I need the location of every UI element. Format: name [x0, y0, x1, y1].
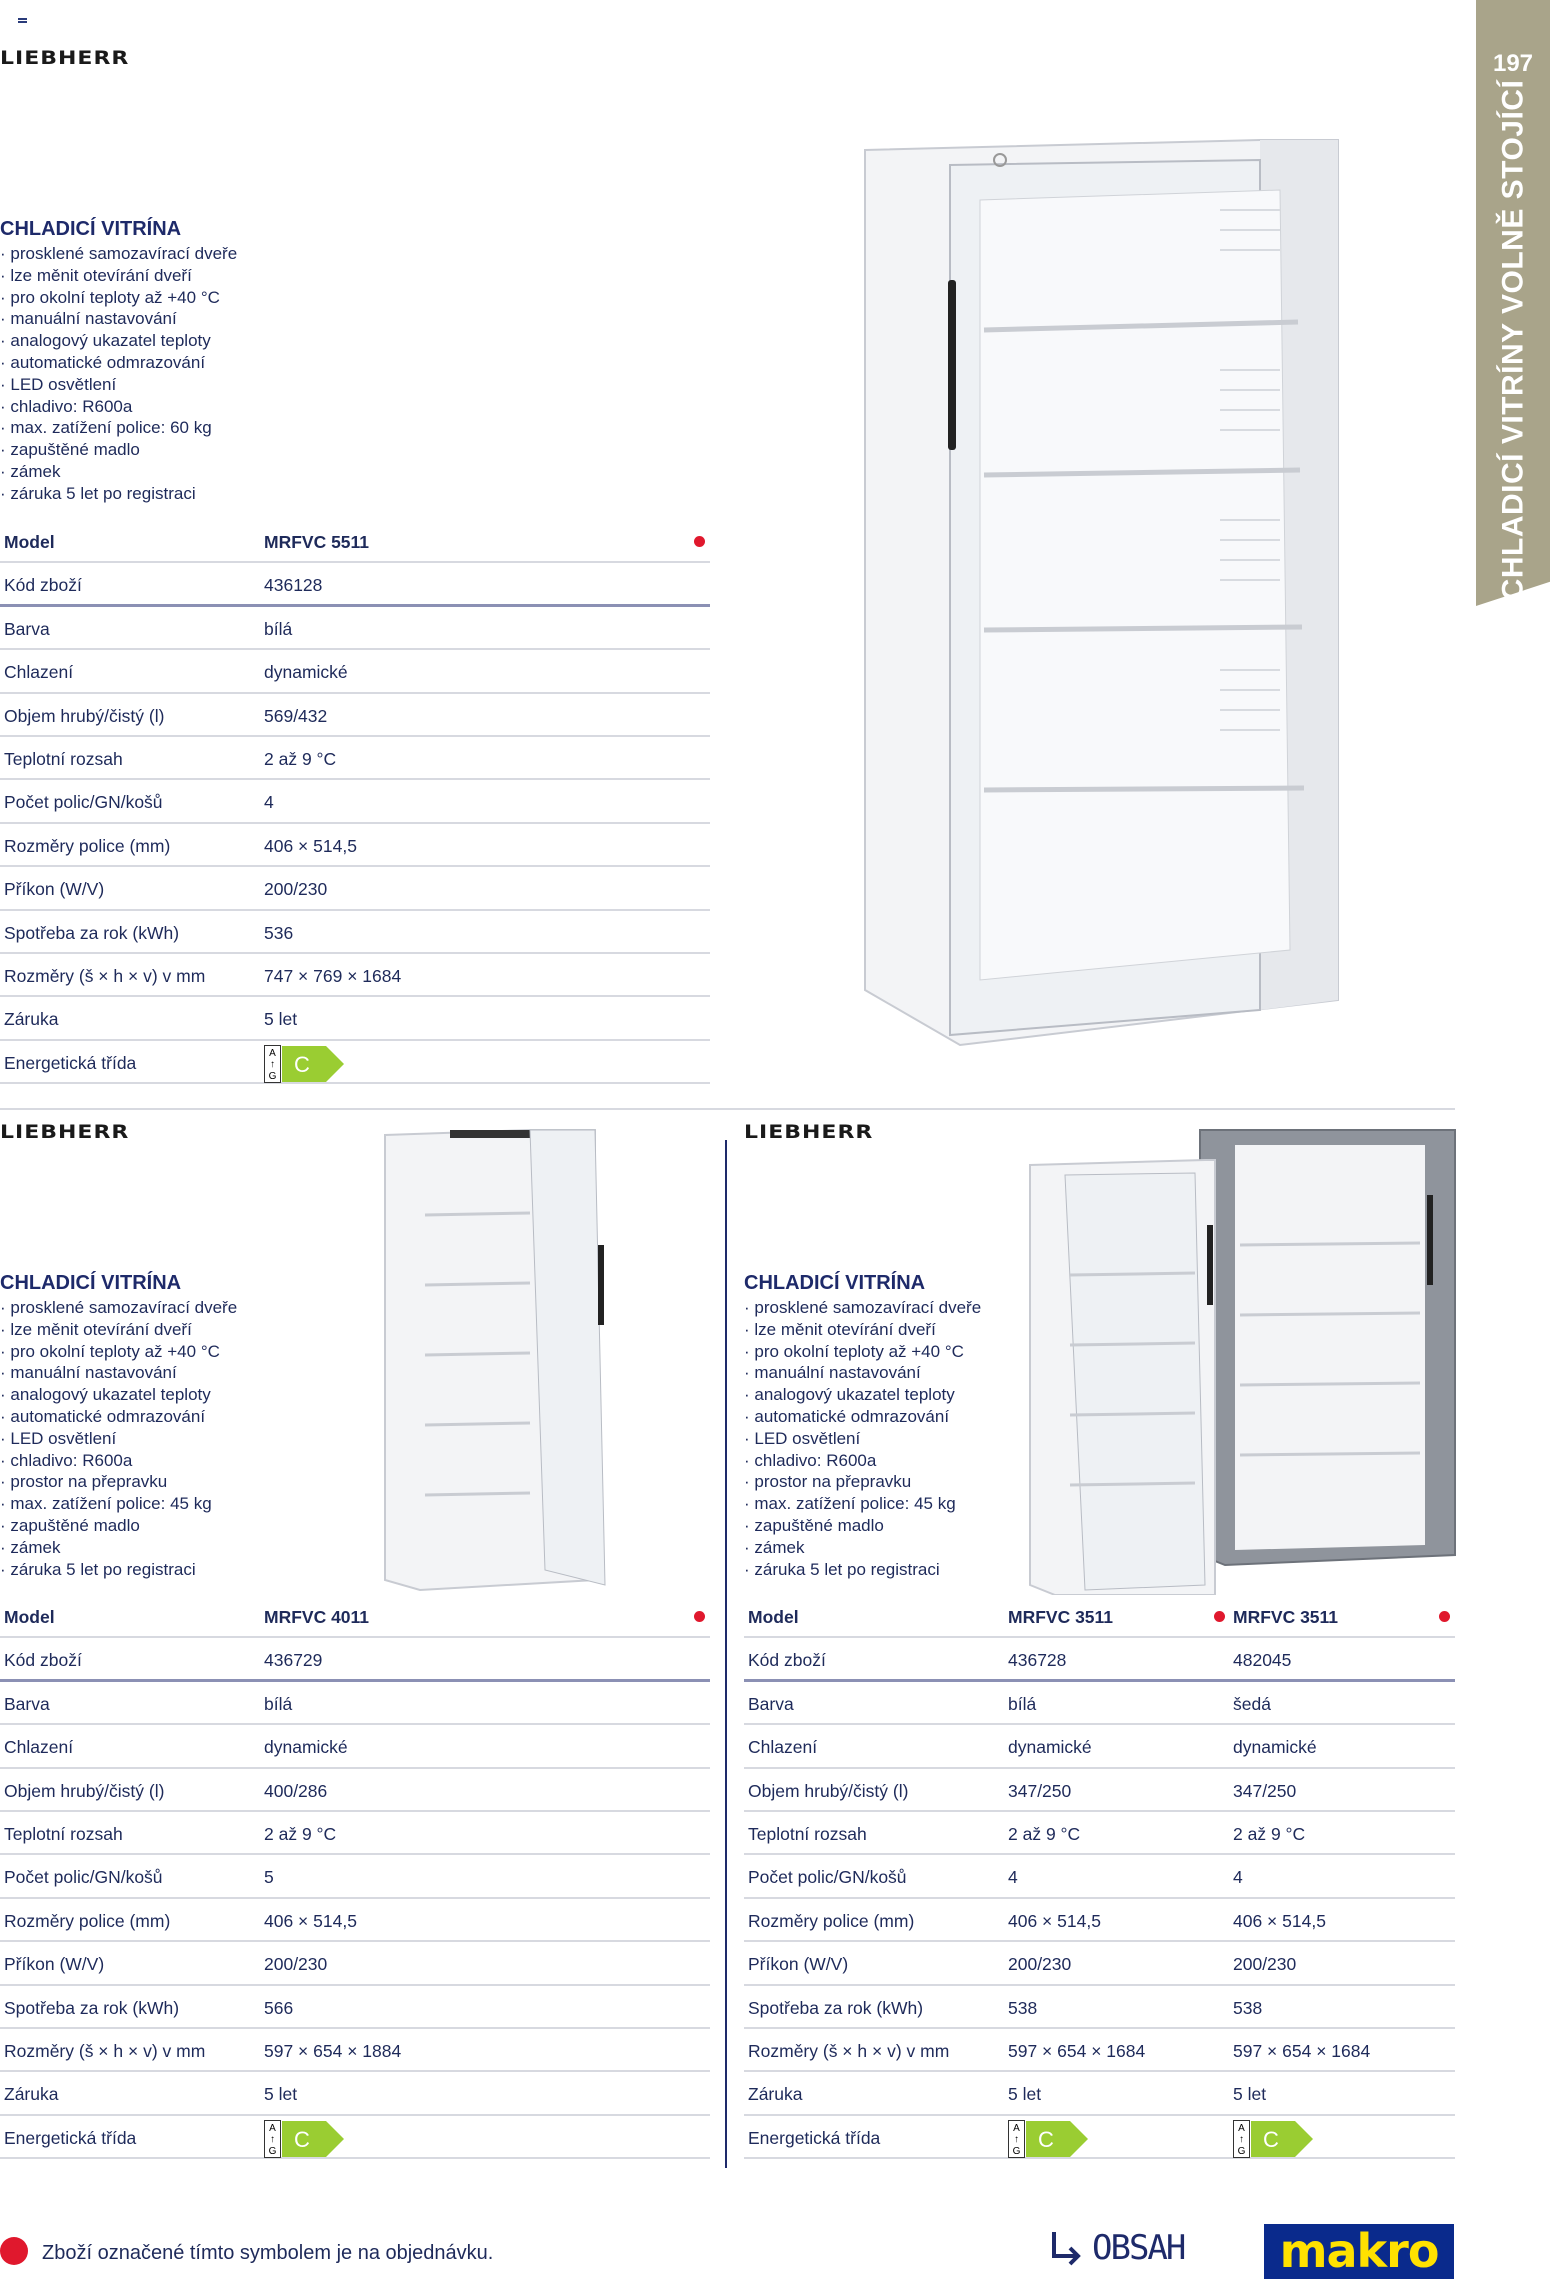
order-marker-dot — [1214, 1611, 1225, 1622]
product3-features — [744, 1297, 981, 1580]
spec-row — [744, 1769, 1455, 1812]
spec-value: 2 až 9 °C — [264, 749, 337, 769]
spec-label: Teplotní rozsah — [4, 749, 123, 769]
feature-item: · prosklené samozavírací dveře — [0, 243, 237, 265]
side-tab-label: CHLADICÍ VITRÍNY VOLNĚ STOJÍCÍ — [1496, 79, 1529, 601]
page-number: 197 — [1492, 50, 1534, 77]
energy-scale-bottom: G — [1012, 2145, 1021, 2157]
spec-value: 4 — [264, 792, 274, 813]
spec-row — [0, 2116, 710, 2159]
feature-item: · LED osvětlení — [744, 1428, 981, 1450]
spec-row — [0, 824, 710, 867]
spec-value: 566 — [264, 1997, 294, 2018]
feature-item: · max. zatížení police: 45 kg — [744, 1493, 981, 1515]
footer-note: Zboží označené tímto symbolem je na objednávku. — [42, 2242, 494, 2264]
feature-item: · automatické odmrazování — [0, 1406, 237, 1428]
spec-row — [0, 954, 710, 997]
spec-label: Příkon (W/V) — [748, 1954, 849, 1975]
spec-value: 200/230 — [1008, 1954, 1072, 1975]
spec-row — [0, 1812, 710, 1855]
energy-scale-arrow: ↑ — [270, 1058, 275, 1070]
spec-value: 406 × 514,5 — [1233, 1910, 1326, 1931]
spec-value: 347/250 — [1008, 1780, 1072, 1801]
spec-row — [744, 1899, 1455, 1942]
feature-item: · pro okolní teploty až +40 °C — [0, 287, 237, 309]
feature-item: · zapuštěné madlo — [744, 1515, 981, 1537]
spec-value: dynamické — [1233, 1737, 1317, 1758]
feature-item: · prostor na přepravku — [744, 1471, 981, 1493]
spec-row — [0, 2029, 710, 2072]
spec-label: Rozměry police (mm) — [748, 1910, 915, 1931]
energy-scale-bottom: G — [268, 2145, 277, 2157]
spec-row — [0, 694, 710, 737]
feature-item: · lze měnit otevírání dveří — [744, 1319, 981, 1341]
energy-class-letter: C — [1038, 2126, 1054, 2152]
obsah-link[interactable]: OBSAH — [1092, 2228, 1185, 2268]
feature-item: · prosklené samozavírací dveře — [744, 1297, 981, 1319]
energy-scale-bottom: G — [1237, 2145, 1246, 2157]
spec-value: 400/286 — [264, 1780, 328, 1801]
spec-label: Energetická třída — [748, 2127, 881, 2148]
spec-label: Rozměry (š × h × v) v mm — [4, 966, 206, 986]
spec-value: 200/230 — [264, 879, 328, 900]
arrow-icon[interactable] — [1048, 2228, 1090, 2270]
spec-row — [0, 1942, 710, 1985]
spec-row — [744, 1855, 1455, 1898]
spec-row — [0, 1769, 710, 1812]
spec-value: 406 × 514,5 — [264, 1910, 357, 1931]
feature-item: · zapuštěné madlo — [0, 439, 237, 461]
product3-title: CHLADICÍ VITRÍNA — [744, 1272, 926, 1294]
spec-label: Kód zboží — [4, 1650, 82, 1671]
spec-label: Energetická třída — [4, 1052, 137, 1073]
feature-item: · LED osvětlení — [0, 374, 237, 396]
energy-class-badge — [1233, 2120, 1317, 2157]
spec-label: Rozměry (š × h × v) v mm — [4, 2041, 206, 2061]
spec-label: Rozměry police (mm) — [4, 1910, 171, 1931]
brand-logo-2: LIEBHERR — [0, 1122, 130, 1144]
spec-value: 2 až 9 °C — [1008, 1824, 1081, 1844]
spec-value: dynamické — [264, 662, 348, 683]
spec-label: Spotřeba za rok (kWh) — [4, 922, 180, 943]
energy-scale-bottom: G — [268, 1070, 277, 1082]
spec-label: Příkon (W/V) — [4, 1954, 105, 1975]
energy-class-letter: C — [294, 1051, 310, 1077]
order-marker-dot — [694, 536, 705, 547]
spec-value: 406 × 514,5 — [1008, 1910, 1101, 1931]
spec-value: 597 × 654 × 1884 — [264, 2041, 402, 2061]
spec-value: 200/230 — [264, 1954, 328, 1975]
spec-value: 597 × 654 × 1684 — [1008, 2041, 1146, 2061]
spec-row — [744, 1942, 1455, 1985]
spec-label: Teplotní rozsah — [748, 1824, 867, 1844]
spec-row — [0, 1595, 710, 1638]
spec-value: 200/230 — [1233, 1954, 1297, 1975]
spec-value: šedá — [1233, 1693, 1271, 1714]
spec-value: 406 × 514,5 — [264, 835, 357, 856]
spec-value: 5 let — [1008, 2084, 1042, 2105]
feature-item: · analogový ukazatel teploty — [744, 1384, 981, 1406]
energy-scale-arrow: ↑ — [1014, 2133, 1019, 2145]
spec-label: Spotřeba za rok (kWh) — [4, 1997, 180, 2018]
order-marker-dot — [694, 1611, 705, 1622]
spec-value: 2 až 9 °C — [264, 1824, 337, 1844]
feature-item: · prostor na přepravku — [0, 1471, 237, 1493]
spec-value: dynamické — [264, 1737, 348, 1758]
spec-value: 347/250 — [1233, 1780, 1297, 1801]
brand-logo-3: LIEBHERR — [744, 1122, 874, 1144]
spec-label: Rozměry (š × h × v) v mm — [748, 2041, 950, 2061]
energy-scale-arrow: ↑ — [270, 2133, 275, 2145]
spec-row — [0, 780, 710, 823]
spec-label: Rozměry police (mm) — [4, 835, 171, 856]
order-marker-dot — [1439, 1611, 1450, 1622]
spec-label: Chlazení — [4, 662, 74, 683]
feature-item: · zapuštěné madlo — [0, 1515, 237, 1537]
feature-item: · automatické odmrazování — [0, 352, 237, 374]
spec-row — [744, 1812, 1455, 1855]
spec-label: Chlazení — [748, 1737, 818, 1758]
spec-value: 538 — [1233, 1997, 1263, 2018]
energy-class-letter: C — [294, 2126, 310, 2152]
spec-label: Počet polic/GN/košů — [4, 1867, 163, 1888]
feature-item: · záruka 5 let po registraci — [0, 1559, 237, 1581]
spec-value: MRFVC 5511 — [264, 532, 370, 552]
feature-item: · manuální nastavování — [0, 1362, 237, 1384]
feature-item: · manuální nastavování — [744, 1362, 981, 1384]
feature-item: · záruka 5 let po registraci — [0, 483, 237, 505]
spec-row — [744, 1986, 1455, 2029]
feature-item: · pro okolní teploty až +40 °C — [744, 1341, 981, 1363]
feature-item: · max. zatížení police: 45 kg — [0, 1493, 237, 1515]
spec-value: 2 až 9 °C — [1233, 1824, 1306, 1844]
spec-value: 436128 — [264, 575, 323, 596]
spec-row — [0, 1725, 710, 1768]
spec-row — [0, 911, 710, 954]
spec-row — [0, 1855, 710, 1898]
spec-label: Počet polic/GN/košů — [748, 1867, 907, 1888]
product2-features — [0, 1297, 237, 1580]
section-divider — [0, 1108, 1455, 1110]
energy-class-badge — [264, 2120, 348, 2157]
feature-item: · manuální nastavování — [0, 308, 237, 330]
spec-label: Kód zboží — [4, 575, 82, 596]
product1-fridge-image — [860, 130, 1340, 1050]
spec-value: 436729 — [264, 1650, 323, 1671]
feature-item: · zámek — [0, 461, 237, 483]
spec-value: bílá — [264, 1693, 293, 1714]
spec-row — [0, 867, 710, 910]
spec-label: Barva — [4, 618, 50, 639]
feature-item: · záruka 5 let po registraci — [744, 1559, 981, 1581]
spec-label: Model — [4, 532, 55, 552]
spec-label: Objem hrubý/čistý (l) — [4, 1780, 165, 1801]
spec-value: 536 — [264, 922, 294, 943]
spec-label: Záruka — [4, 1009, 59, 1030]
spec-label: Spotřeba za rok (kWh) — [748, 1997, 924, 2018]
spec-row — [0, 1682, 710, 1725]
spec-row — [0, 2072, 710, 2115]
spec-row — [0, 650, 710, 693]
spec-row — [0, 607, 710, 650]
feature-item: · analogový ukazatel teploty — [0, 1384, 237, 1406]
energy-scale-top: A — [269, 2122, 276, 2134]
spec-label: Objem hrubý/čistý (l) — [748, 1780, 909, 1801]
spec-row — [0, 563, 710, 606]
spec-row — [744, 1725, 1455, 1768]
product1-title: CHLADICÍ VITRÍNA — [0, 218, 182, 240]
feature-item: · max. zatížení police: 60 kg — [0, 417, 237, 439]
spec-value: 4 — [1008, 1867, 1018, 1888]
spec-value: 436728 — [1008, 1650, 1067, 1671]
spec-value: 597 × 654 × 1684 — [1233, 2041, 1371, 2061]
spec-value: 569/432 — [264, 705, 328, 726]
order-symbol-icon — [0, 2237, 28, 2265]
spec-row — [0, 1638, 710, 1681]
brand-logo: LIEBHERR — [0, 48, 130, 70]
spec-label: Objem hrubý/čistý (l) — [4, 705, 165, 726]
feature-item: · prosklené samozavírací dveře — [0, 1297, 237, 1319]
spec-row — [744, 1682, 1455, 1725]
spec-row — [0, 737, 710, 780]
menu-icon[interactable] — [18, 18, 27, 26]
spec-value: 5 let — [264, 2084, 298, 2105]
spec-label: Chlazení — [4, 1737, 74, 1758]
spec-label: Záruka — [748, 2084, 803, 2105]
spec-label: Kód zboží — [748, 1650, 826, 1671]
spec-value: MRFVC 3511 — [1233, 1607, 1339, 1627]
feature-item: · LED osvětlení — [0, 1428, 237, 1450]
spec-value: MRFVC 4011 — [264, 1607, 370, 1627]
spec-value: 747 × 769 × 1684 — [264, 966, 402, 986]
product3-fridge-image — [1025, 1125, 1465, 1595]
feature-item: · pro okolní teploty až +40 °C — [0, 1341, 237, 1363]
energy-scale-top: A — [269, 1047, 276, 1059]
product2-title: CHLADICÍ VITRÍNA — [0, 1272, 182, 1294]
spec-value: 5 let — [264, 1009, 298, 1030]
spec-label: Barva — [4, 1693, 50, 1714]
spec-label: Model — [748, 1607, 799, 1627]
spec-label: Energetická třída — [4, 2127, 137, 2148]
energy-class-badge — [1008, 2120, 1092, 2157]
spec-row — [744, 2072, 1455, 2115]
spec-label: Model — [4, 1607, 55, 1627]
product2-fridge-image — [380, 1125, 610, 1595]
spec-label: Příkon (W/V) — [4, 879, 105, 900]
feature-item: · analogový ukazatel teploty — [0, 330, 237, 352]
spec-row — [0, 1899, 710, 1942]
spec-value: 482045 — [1233, 1650, 1292, 1671]
spec-row — [0, 997, 710, 1040]
energy-scale-arrow: ↑ — [1239, 2133, 1244, 2145]
energy-scale-top: A — [1013, 2122, 1020, 2134]
energy-scale-top: A — [1238, 2122, 1245, 2134]
spec-row — [744, 2029, 1455, 2072]
energy-class-letter: C — [1263, 2126, 1279, 2152]
spec-row — [744, 1595, 1455, 1638]
spec-row — [0, 1986, 710, 2029]
feature-item: · zámek — [0, 1537, 237, 1559]
energy-class-badge — [264, 1045, 348, 1082]
feature-item: · chladivo: R600a — [744, 1450, 981, 1472]
spec-value: MRFVC 3511 — [1008, 1607, 1114, 1627]
feature-item: · automatické odmrazování — [744, 1406, 981, 1428]
spec-row — [0, 1041, 710, 1084]
feature-item: · lze měnit otevírání dveří — [0, 265, 237, 287]
feature-item: · lze měnit otevírání dveří — [0, 1319, 237, 1341]
side-tab-label-wrap — [1476, 79, 1550, 601]
spec-label: Počet polic/GN/košů — [4, 792, 163, 813]
feature-item: · chladivo: R600a — [0, 396, 237, 418]
makro-logo: makro — [1264, 2224, 1454, 2279]
spec-value: bílá — [1008, 1693, 1037, 1714]
column-divider — [725, 1140, 727, 2168]
feature-item: · chladivo: R600a — [0, 1450, 237, 1472]
spec-value: 5 — [264, 1867, 274, 1888]
spec-value: 5 let — [1233, 2084, 1267, 2105]
spec-row — [744, 1638, 1455, 1681]
spec-label: Barva — [748, 1693, 794, 1714]
spec-value: 538 — [1008, 1997, 1038, 2018]
spec-row — [0, 520, 710, 563]
product1-features — [0, 243, 237, 505]
spec-value: bílá — [264, 618, 293, 639]
spec-label: Záruka — [4, 2084, 59, 2105]
spec-value: 4 — [1233, 1867, 1243, 1888]
feature-item: · zámek — [744, 1537, 981, 1559]
spec-value: dynamické — [1008, 1737, 1092, 1758]
spec-label: Teplotní rozsah — [4, 1824, 123, 1844]
spec-row — [744, 2116, 1455, 2159]
